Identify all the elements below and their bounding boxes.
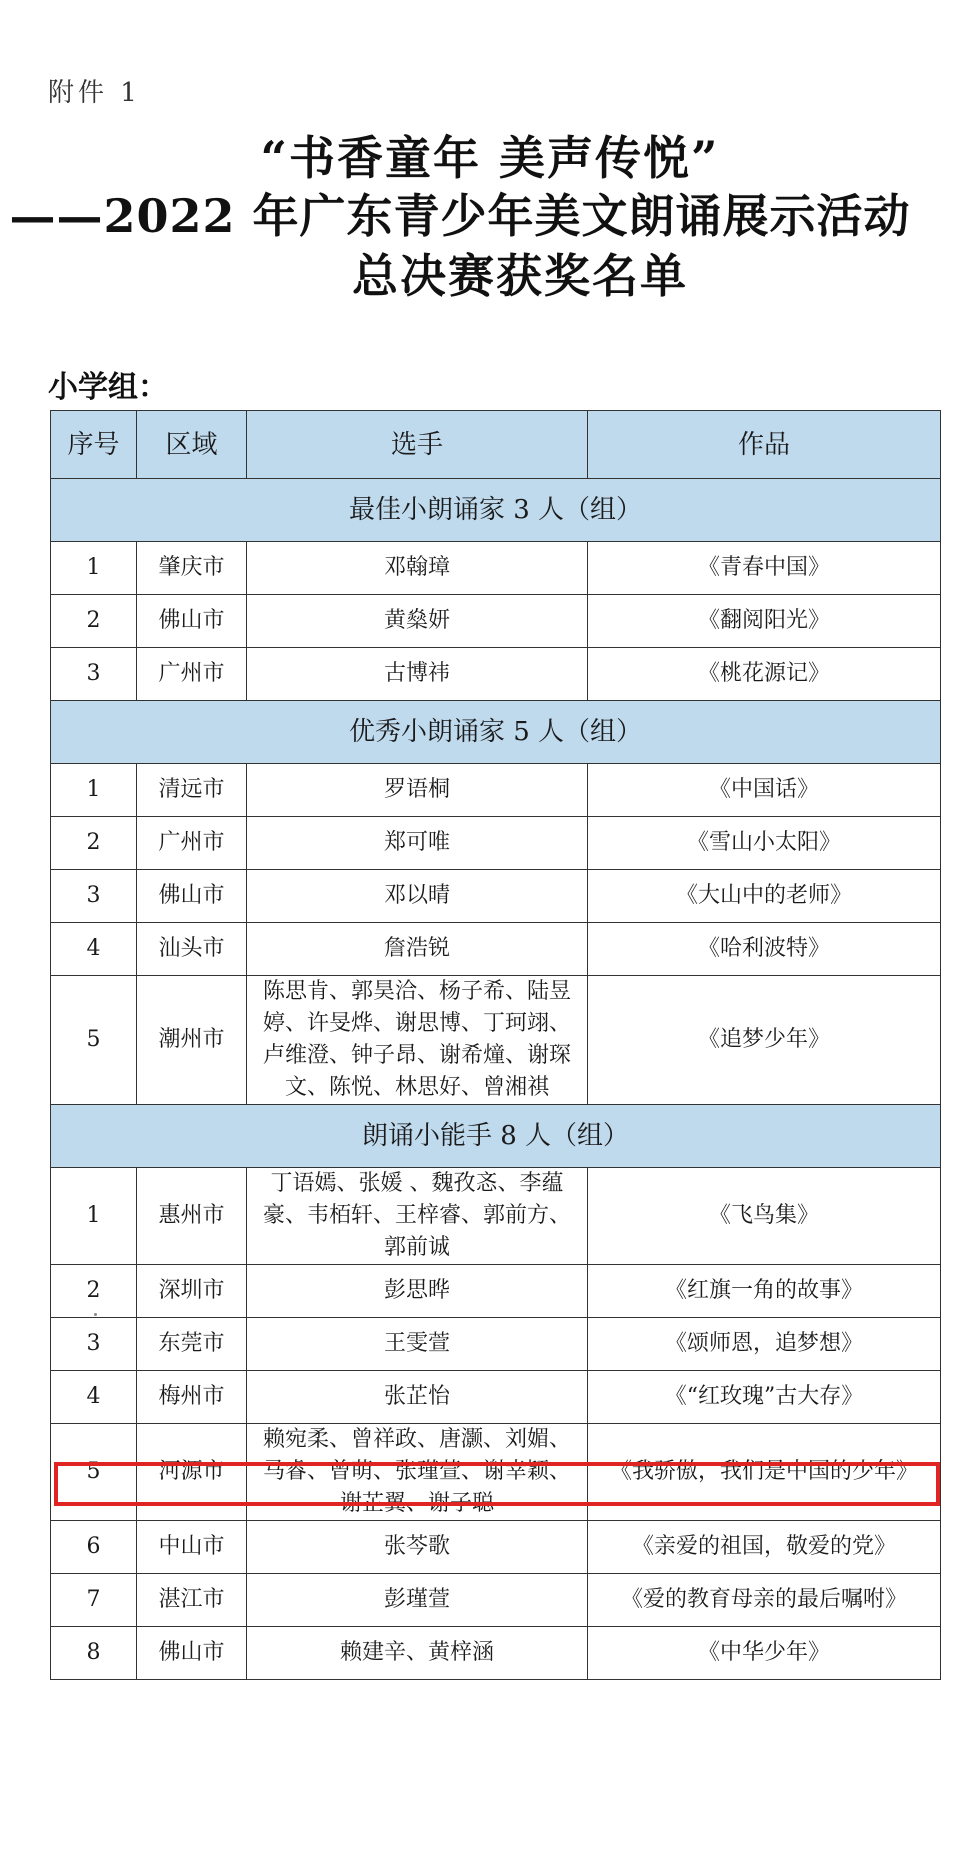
cell-contestant: 赖建辛、黄梓涵 — [247, 1627, 588, 1680]
cell-region: 深圳市 — [137, 1265, 247, 1318]
cell-contestant: 彭思晔 — [247, 1265, 588, 1318]
contestant-name-line: 郭前诚 — [383, 1235, 450, 1260]
cell-work: 《中华少年》 — [588, 1627, 941, 1680]
table-body — [51, 479, 941, 1680]
cell-number: 8 — [51, 1627, 137, 1680]
contestant-name-line: 马睿、曾萌、张瑾萱、谢幸颖、 — [262, 1459, 571, 1484]
attachment-label: 附件 1 — [48, 78, 141, 108]
cell-number: 6 — [51, 1521, 137, 1574]
table-row — [51, 1168, 941, 1265]
cell-contestant — [247, 1168, 588, 1265]
cell-number: 2 — [51, 1265, 137, 1318]
contestant-name-line: 谢芷翼、谢子聪 — [339, 1491, 494, 1516]
cell-contestant: 张芩歌 — [247, 1521, 588, 1574]
cell-region: 潮州市 — [137, 976, 247, 1105]
cell-number: 1 — [51, 1168, 137, 1265]
cell-number: 2 — [51, 817, 137, 870]
cell-contestant — [247, 1424, 588, 1521]
table-row — [51, 1318, 941, 1371]
cell-region: 河源市 — [137, 1424, 247, 1521]
cell-work: 《翻阅阳光》 — [588, 595, 941, 648]
section-title: 朗诵小能手 8 人（组） — [51, 1105, 941, 1168]
table-row — [51, 1371, 941, 1424]
table-row — [51, 595, 941, 648]
header-work: 作品 — [588, 411, 941, 479]
cell-region: 梅州市 — [137, 1371, 247, 1424]
cell-contestant: 古博祎 — [247, 648, 588, 701]
awards-table — [50, 410, 941, 1680]
contestant-name-line: 赖宛柔、曾祥政、唐灏、刘媚、 — [262, 1427, 571, 1452]
cell-region: 肇庆市 — [137, 542, 247, 595]
cell-work: 《“红玫瑰”古大存》 — [588, 1371, 941, 1424]
cell-region: 清远市 — [137, 764, 247, 817]
table-row — [51, 1521, 941, 1574]
cell-work: 《中国话》 — [588, 764, 941, 817]
header-contestant: 选手 — [247, 411, 588, 479]
cell-work: 《青春中国》 — [588, 542, 941, 595]
title-line-3: 总决赛获奖名单 — [352, 249, 688, 303]
cell-number: 4 — [51, 1371, 137, 1424]
cell-work: 《亲爱的祖国，敬爱的党》 — [588, 1521, 941, 1574]
section-row — [51, 701, 941, 764]
cell-number: 3 — [51, 1318, 137, 1371]
cell-number: 3 — [51, 648, 137, 701]
table-row — [51, 817, 941, 870]
cell-contestant — [247, 976, 588, 1105]
table-row — [51, 1627, 941, 1680]
cell-work: 《追梦少年》 — [588, 976, 941, 1105]
table-row — [51, 648, 941, 701]
cell-work: 《哈利波特》 — [588, 923, 941, 976]
contestant-name-line: 陈思肯、郭昊洽、杨子希、陆昱 — [262, 979, 571, 1004]
cell-region: 佛山市 — [137, 870, 247, 923]
cell-number: 5 — [51, 1424, 137, 1521]
cell-work: 《大山中的老师》 — [588, 870, 941, 923]
cell-number: 7 — [51, 1574, 137, 1627]
cell-number: 5 — [51, 976, 137, 1105]
cell-contestant: 黄燊妍 — [247, 595, 588, 648]
cell-number: 2 — [51, 595, 137, 648]
section-title: 最佳小朗诵家 3 人（组） — [51, 479, 941, 542]
cell-contestant: 邓以晴 — [247, 870, 588, 923]
table-row — [51, 870, 941, 923]
table-row — [51, 1424, 941, 1521]
cell-region: 湛江市 — [137, 1574, 247, 1627]
cell-region: 佛山市 — [137, 1627, 247, 1680]
cell-region: 惠州市 — [137, 1168, 247, 1265]
table-header-row — [51, 411, 941, 479]
group-label: 小学组： — [48, 370, 168, 405]
cell-region: 汕头市 — [137, 923, 247, 976]
cell-number: 4 — [51, 923, 137, 976]
cell-region: 广州市 — [137, 817, 247, 870]
cell-region: 佛山市 — [137, 595, 247, 648]
cell-number: 1 — [51, 542, 137, 595]
cell-region: 中山市 — [137, 1521, 247, 1574]
cell-contestant: 邓翰璋 — [247, 542, 588, 595]
cell-contestant: 彭瑾萱 — [247, 1574, 588, 1627]
table-row — [51, 542, 941, 595]
cell-work: 《爱的教育母亲的最后嘱咐》 — [588, 1574, 941, 1627]
contestant-name-line: 豪、韦栢轩、王梓睿、郭前方、 — [262, 1203, 571, 1228]
cell-work: 《飞鸟集》 — [588, 1168, 941, 1265]
table-row — [51, 764, 941, 817]
cell-work: 《桃花源记》 — [588, 648, 941, 701]
header-number: 序号 — [51, 411, 137, 479]
contestant-name-line: 文、陈悦、林思好、曾湘祺 — [284, 1075, 549, 1100]
section-row — [51, 479, 941, 542]
cell-work: 《我骄傲，我们是中国的少年》 — [588, 1424, 941, 1521]
table-row — [51, 1574, 941, 1627]
cell-contestant: 王雯萱 — [247, 1318, 588, 1371]
cell-number: 3 — [51, 870, 137, 923]
table-row — [51, 1265, 941, 1318]
contestant-name-line: 婷、许旻烨、谢思博、丁珂翊、 — [262, 1011, 571, 1036]
scan-speck — [94, 1313, 97, 1316]
contestant-name-line: 丁语嫣、张媛 、魏孜忞、李蕴 — [270, 1171, 564, 1196]
table-row — [51, 976, 941, 1105]
cell-contestant: 郑可唯 — [247, 817, 588, 870]
cell-work: 《雪山小太阳》 — [588, 817, 941, 870]
title-line-1: “书香童年 美声传悦” — [260, 131, 720, 185]
cell-work: 《红旗一角的故事》 — [588, 1265, 941, 1318]
cell-work: 《颂师恩，追梦想》 — [588, 1318, 941, 1371]
header-region: 区域 — [137, 411, 247, 479]
table-row — [51, 923, 941, 976]
title-line-2: ——2022 年广东青少年美文朗诵展示活动 — [9, 189, 911, 243]
cell-contestant: 詹浩锐 — [247, 923, 588, 976]
cell-contestant: 罗语桐 — [247, 764, 588, 817]
cell-number: 1 — [51, 764, 137, 817]
cell-region: 东莞市 — [137, 1318, 247, 1371]
cell-contestant: 张芷怡 — [247, 1371, 588, 1424]
section-row — [51, 1105, 941, 1168]
contestant-name-line: 卢维澄、钟子昂、谢希燑、谢琛 — [262, 1043, 571, 1068]
section-title: 优秀小朗诵家 5 人（组） — [51, 701, 941, 764]
cell-region: 广州市 — [137, 648, 247, 701]
